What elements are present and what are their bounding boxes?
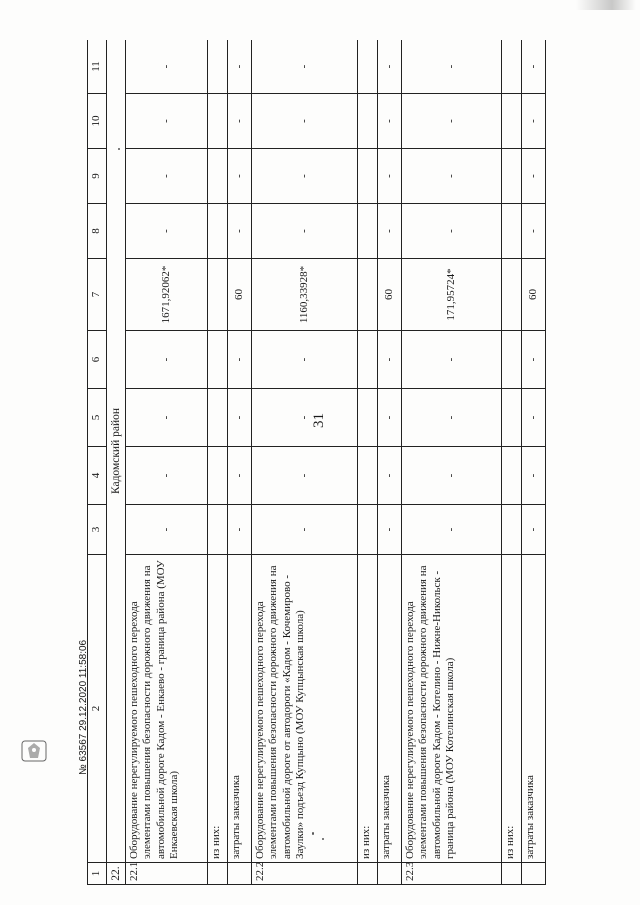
cell-dash: -: [378, 331, 402, 389]
cell-amount: 60: [228, 259, 252, 331]
cell-dash: -: [402, 149, 502, 204]
cell-dash: -: [378, 40, 402, 94]
table-row: [252, 40, 358, 885]
cell-dash: -: [252, 149, 358, 204]
cell-amount: 171,95724*: [402, 259, 502, 331]
cell-dash: -: [402, 505, 502, 555]
cell-dash: -: [378, 389, 402, 447]
cell-dash: -: [378, 204, 402, 259]
cell-dash: -: [252, 331, 358, 389]
section-title: Кадомский район: [107, 40, 126, 863]
cell-dash: -: [228, 204, 252, 259]
customer-costs-label: затраты заказчика: [522, 555, 546, 863]
cell-amount: 1671,92062*: [126, 259, 208, 331]
budget-table: [87, 40, 546, 885]
cell-dash: -: [402, 40, 502, 94]
scan-noise: [576, 0, 636, 10]
cell-dash: -: [378, 505, 402, 555]
col-header: 9: [88, 149, 107, 204]
cell-amount: 60: [378, 259, 402, 331]
cell-dash: -: [228, 505, 252, 555]
cell-dash: -: [402, 389, 502, 447]
row-index: 22.3: [402, 863, 502, 885]
rotated-table: [87, 40, 640, 885]
header-row: [88, 40, 107, 885]
cell-dash: -: [252, 505, 358, 555]
cell-dash: -: [402, 94, 502, 149]
table-row: [358, 40, 378, 885]
cell-dash: -: [402, 331, 502, 389]
cell-dash: -: [402, 447, 502, 505]
cell-dash: -: [126, 447, 208, 505]
section-row: [107, 40, 126, 885]
registration-stamp: [20, 648, 50, 898]
col-header: 4: [88, 447, 107, 505]
cell-dash: -: [228, 331, 252, 389]
table-row: [502, 40, 522, 885]
page-number: 31: [311, 413, 327, 428]
cell-amount: 1160,33928*: [252, 259, 358, 331]
cell-dash: -: [126, 389, 208, 447]
cell-dash: -: [228, 149, 252, 204]
row-description: Оборудование нерегулируемого пешеходного перехода элементами повышения безопасности дорожного движения на автомобильной дороге Кадом - Котелино - Нижне-Никольск - граница района (МОУ Котелинская школа): [402, 555, 502, 863]
cell-dash: -: [522, 447, 546, 505]
cell-dash: -: [252, 94, 358, 149]
cell-dash: -: [522, 505, 546, 555]
cell-dash: -: [228, 389, 252, 447]
cell-dash: -: [378, 94, 402, 149]
table-row: [522, 40, 546, 885]
registration-number: № 63567 29.12.2020 11:58:06: [78, 639, 89, 775]
col-header: 6: [88, 331, 107, 389]
col-header: 7: [88, 259, 107, 331]
cell-dash: -: [228, 447, 252, 505]
table-viewport: [87, 40, 640, 885]
cell-dash: -: [252, 389, 358, 447]
cell-dash: -: [228, 40, 252, 94]
cell-dash: -: [126, 331, 208, 389]
cell-dash: -: [522, 94, 546, 149]
customer-costs-label: затраты заказчика: [228, 555, 252, 863]
col-header: 5: [88, 389, 107, 447]
col-header: 8: [88, 204, 107, 259]
cell-dash: -: [522, 40, 546, 94]
customer-costs-label: затраты заказчика: [378, 555, 402, 863]
cell-dash: -: [522, 331, 546, 389]
col-header: 11: [88, 40, 107, 94]
section-index: 22.: [107, 863, 126, 885]
cell-amount: 60: [522, 259, 546, 331]
row-index: 22.1: [126, 863, 208, 885]
row-index: 22.2: [252, 863, 358, 885]
table-row: [126, 40, 208, 885]
cell-dash: -: [378, 447, 402, 505]
coat-of-arms-icon: [20, 738, 48, 764]
cell-dash: -: [126, 149, 208, 204]
cell-dash: -: [126, 204, 208, 259]
cell-dash: -: [126, 40, 208, 94]
cell-dash: -: [252, 204, 358, 259]
col-header: 10: [88, 94, 107, 149]
table-row: [228, 40, 252, 885]
table-row: [402, 40, 502, 885]
col-header: 2: [88, 555, 107, 863]
table-row: [378, 40, 402, 885]
cell-dash: -: [228, 94, 252, 149]
of-which-label: из них:: [502, 555, 522, 863]
of-which-label: из них:: [208, 555, 228, 863]
cell-dash: -: [252, 40, 358, 94]
col-header: 3: [88, 505, 107, 555]
cell-dash: -: [378, 149, 402, 204]
cell-dash: -: [522, 389, 546, 447]
row-description: Оборудование нерегулируемого пешеходного перехода элементами повышения безопасности дорожного движения на автомобильной дороге от автодороги «Кадом - Кочемирово - Заулки» подъезд Купцыно (МОУ Купцынская школа): [252, 555, 358, 863]
col-header: 1: [88, 863, 107, 885]
cell-dash: -: [402, 204, 502, 259]
cell-dash: -: [522, 149, 546, 204]
table-row: [208, 40, 228, 885]
row-description: Оборудование нерегулируемого пешеходного перехода элементами повышения безопасности дорожного движения на автомобильной дороге Кадом - Енкаево - граница района (МОУ Енкаевская школа): [126, 555, 208, 863]
of-which-label: из них:: [358, 555, 378, 863]
cell-dash: -: [252, 447, 358, 505]
cell-dash: -: [522, 204, 546, 259]
cell-dash: -: [126, 505, 208, 555]
cell-dash: -: [126, 94, 208, 149]
